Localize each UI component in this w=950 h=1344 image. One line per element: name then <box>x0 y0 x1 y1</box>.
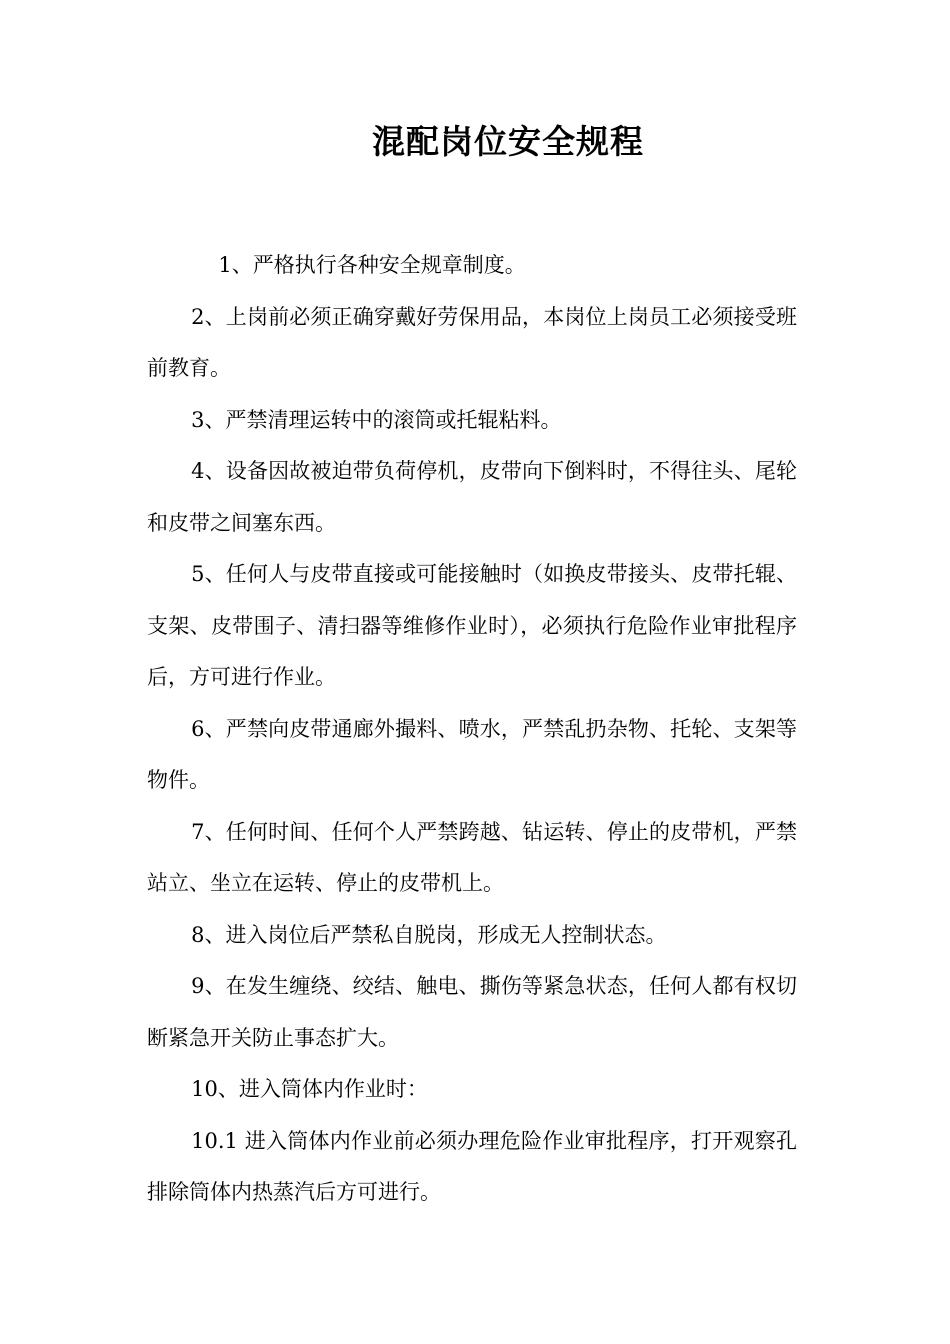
paragraph-6: 6、严禁向皮带通廊外撮料、喷水，严禁乱扔杂物、托轮、支架等物件。 <box>147 716 797 792</box>
paragraph-10-1: 10.1 进入筒体内作业前必须办理危险作业审批程序，打开观察孔排除筒体内热蒸汽后方可进行。 <box>147 1128 797 1204</box>
paragraph-1: 1、严格执行各种安全规章制度。 <box>218 253 526 277</box>
paragraph-9: 9、在发生缠绕、绞结、触电、撕伤等紧急状态，任何人都有权切断紧急开关防止事态扩大。 <box>147 974 797 1050</box>
paragraph-2: 2、上岗前必须正确穿戴好劳保用品，本岗位上岗员工必须接受班前教育。 <box>147 304 797 380</box>
paragraph-7: 7、任何时间、任何个人严禁跨越、钻运转、停止的皮带机，严禁站立、坐立在运转、停止的皮带机上。 <box>147 819 797 895</box>
paragraph-10: 10、进入筒体内作业时： <box>191 1077 428 1101</box>
paragraph-5: 5、任何人与皮带直接或可能接触时（如换皮带接头、皮带托辊、支架、皮带围子、清扫器等维修作业时），必须执行危险作业审批程序后，方可进行作业。 <box>147 562 797 689</box>
document-body <box>147 240 797 1219</box>
paragraph-8: 8、进入岗位后严禁私自脱岗，形成无人控制状态。 <box>191 922 667 947</box>
paragraph-3: 3、严禁清理运转中的滚筒或托辊粘料。 <box>191 407 562 432</box>
paragraph-4: 4、设备因故被迫带负荷停机，皮带向下倒料时，不得往头、尾轮和皮带之间塞东西。 <box>147 459 797 535</box>
document-title: 混配岗位安全规程 <box>372 122 644 161</box>
